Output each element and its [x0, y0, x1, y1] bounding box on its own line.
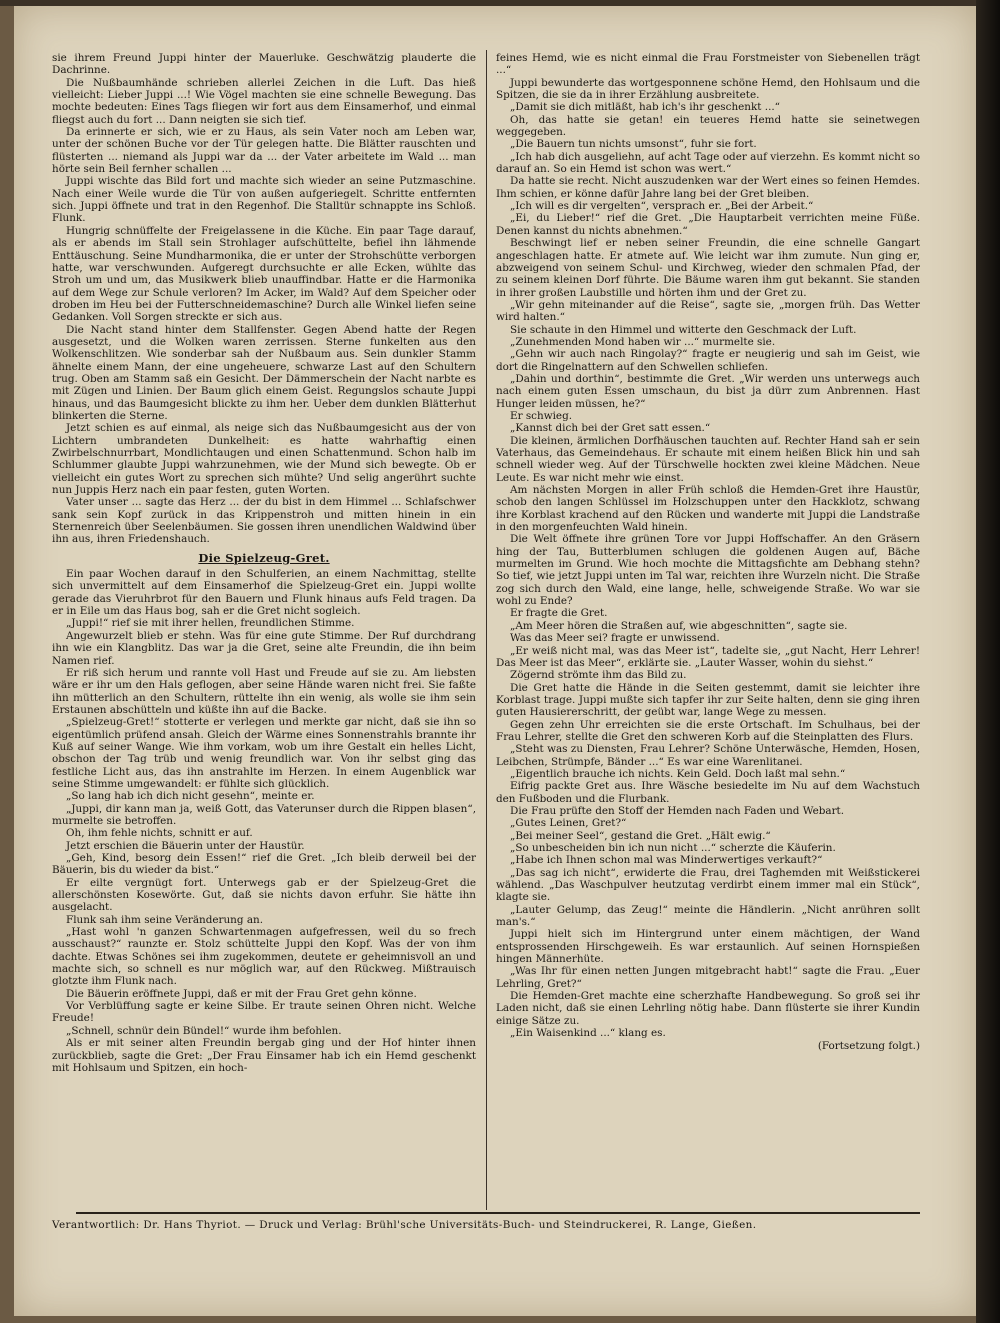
paragraph: Er fragte die Gret. [510, 607, 608, 620]
paragraph: „Was Ihr für einen netten Jungen mitgebracht habt!“ sagte die Frau. „Euer Lehrling, Gret?“ [496, 965, 920, 990]
paragraph: Die kleinen, ärmlichen Dorfhäuschen tauchten auf. Rechter Hand sah er sein Vaterhaus, das Gemeindehaus. Er schaute mit einem heißen Blick hin und sah schnell wieder weg. Auf der Türschwelle hockten zwei kleine Mädchen. Neue Leute. Es war nicht mehr wie einst. [496, 434, 920, 484]
paragraph: Sie schaute in den Himmel und witterte den Geschmack der Luft. [510, 323, 857, 336]
paragraph: „Die Bauern tun nichts umsonst“, fuhr sie fort. [510, 138, 757, 151]
paragraph: „Ich hab dich ausgeliehn, auf acht Tage oder auf vierzehn. Es kommt nicht so darauf an. So ein Hemd ist schon was wert.“ [496, 150, 920, 176]
paragraph: Die Nußbaumhände schrieben allerlei Zeichen in die Luft. Das hieß vielleicht: Lieber Juppi ...! Wie Vögel machten sie eine schnelle Bewegung. Das mochte bedeuten: Eines Tags fliegen wir fort aus dem Einsamerhof, und einmal fliegst auch du fort ... Dann neigten sie sich tief. [52, 76, 476, 126]
section-title: Die Spielzeug-Gret. [198, 550, 330, 565]
paragraph: „Wir gehn miteinander auf die Reise“, sagte sie, „morgen früh. Das Wetter wird halten.“ [496, 298, 920, 324]
paragraph: „Am Meer hören die Straßen auf, wie abgeschnitten“, sagte sie. [510, 619, 848, 632]
paragraph: „Ei, du Lieber!“ rief die Gret. „Die Hauptarbeit verrichten meine Füße. Denen kannst du nichts abnehmen.“ [496, 212, 920, 237]
paragraph: „Er weiß nicht mal, was das Meer ist“, tadelte sie, „gut Nacht, Herr Lehrer! Das Meer ist das Meer“, erklärte sie. „Lauter Wasser, wohin du siehst.“ [496, 644, 920, 669]
continuation-note: (Fortsetzung folgt.) [817, 1039, 920, 1052]
paragraph: Oh, ihm fehle nichts, schnitt er auf. [66, 827, 253, 840]
paragraph: Er riß sich herum und rannte voll Hast und Freude auf sie zu. Am liebsten wäre er ihr um den Hals geflogen, aber seine Hände waren nicht frei. Sie faßte ihn mütterlich an den Schultern, rüttelte ihn ein wenig, als wolle sie ihm sein Erstaunen abschütteln und küßte ihn auf die Backe. [52, 666, 476, 716]
paragraph: „Habe ich Ihnen schon mal was Minderwertiges verkauft?“ [510, 854, 823, 867]
paragraph: „Damit sie dich mitläßt, hab ich's ihr geschenkt ...“ [510, 101, 780, 114]
paragraph: Die Hemden-Gret machte eine scherzhafte Handbewegung. So groß sei ihr Laden nicht, daß sie einen Lehrling nötig habe. Dann flüsterte sie ihrer Kundin einige Sätze zu. [496, 990, 920, 1027]
paragraph: „Spielzeug-Gret!“ stotterte er verlegen und merkte gar nicht, daß sie ihn so eigentümlich prüfend ansah. Gleich der Wärme eines Sonnenstrahls brannte ihr Kuß auf seiner Wange. Wie ihm vorkam, wob um ihre Gestalt ein helles Licht, obschon der Tag trüb und wenig freundlich war. Von ihr selbst ging das festliche Licht aus, das ihn anstrahlte im Herzen. In einem Augenblick war seine Stimme umgewandelt: er fühlte sich glücklich. [52, 716, 476, 790]
paragraph: Ein paar Wochen darauf in den Schulferien, an einem Nachmittag, stellte sich unvermittelt auf dem Einsamerhof die Spielzeug-Gret ein. Juppi wollte gerade das Vieruhrbrot für den Bauern und Flunk hinaus aufs Feld tragen. Da er in Eile um das Haus bog, sah er die Gret nicht sogleich. [52, 568, 476, 618]
paragraph: Die Bäuerin eröffnete Juppi, daß er mit der Frau Gret gehn könne. [66, 987, 417, 1000]
right-column [496, 52, 920, 1212]
paragraph: Die Nacht stand hinter dem Stallfenster. Gegen Abend hatte der Regen ausgesetzt, und die Wolken waren zerrissen. Sterne funkelten aus den Wolkenschlitzen. Wie sonderbar sah der Nußbaum aus. Sein dunkler Stamm ähnelte einem Mann, der eine ungeheuere, schwarze Last auf den Schultern trug. Oben am Stamm saß ein Gesicht. Der Dämmerschein der Nacht narbte es mit Zügen und Linien. Der Baum glich einem Geist. Regungslos schaute Juppi hinaus, und das Baumgesicht blickte zu ihm her. Ueber dem dunklen Blätterhut blinkerten die Sterne. [52, 323, 476, 422]
paragraph: Als er mit seiner alten Freundin bergab ging und der Hof hinter ihnen zurückblieb, sagte die Gret: „Der Frau Einsamer hab ich ein Hemd geschenkt mit Hohlsaum und Spitzen, ein hoch- [52, 1037, 476, 1074]
paragraph: Zögernd strömte ihm das Bild zu. [510, 669, 687, 682]
paragraph: „So unbescheiden bin ich nun nicht ...“ scherzte die Käuferin. [510, 842, 836, 854]
paragraph: „Eigentlich brauche ich nichts. Kein Geld. Doch laßt mal sehn.“ [510, 767, 846, 780]
paragraph: Die Frau prüfte den Stoff der Hemden nach Faden und Webart. [510, 804, 845, 817]
paragraph: „So lang hab ich dich nicht gesehn“, meinte er. [66, 790, 315, 803]
paragraph: Hungrig schnüffelte der Freigelassene in die Küche. Ein paar Tage darauf, als er abends im Stall sein Strohlager aufschüttelte, befiel ihn lähmende Enttäuschung. Seine Mundharmonika, die er unter der Strohschütte verborgen hatte, war verschwunden. Aufgeregt durchsuchte er alle Ecken, wühlte das Stroh um und um, das Musikwerk blieb unauffindbar. Hatte er die Harmonika auf dem Wege zur Schule verloren? Im Acker, im Wald? Auf dem Speicher oder droben im Heu bei der Futterschneidemaschine? Durch alle Winkel liefen seine Gedanken. Voll Sorgen streckte er sich aus. [52, 224, 476, 324]
imprint-line: Verantwortlich: Dr. Hans Thyriot. — Druck und Verlag: Brühl'sche Universitäts-Buch- und Steindruckerei, R. Lange, Gießen. [52, 1219, 757, 1231]
paragraph: feines Hemd, wie es nicht einmal die Frau Forstmeister von Siebenellen trägt ...“ [496, 52, 920, 77]
left-column [52, 52, 476, 1202]
book-binding [976, 0, 1000, 1323]
paragraph: „Kannst dich bei der Gret satt essen.“ [510, 422, 711, 435]
paragraph: Beschwingt lief er neben seiner Freundin, die eine schnelle Gangart angeschlagen hatte. Er atmete auf. Wie leicht war ihm zumute. Nun ging er, abzweigend von seinem Schul- und Kirchweg, wieder den schmalen Pfad, der zu seinem kleinen Dorf führte. Die Bäume waren ihm gut bekannt. Sie standen in ihrer großen Laubstille und hörten ihm und der Gret zu. [496, 237, 920, 299]
paragraph: Vater unser ... sagte das Herz ... der du bist in dem Himmel ... Schlafschwer sank sein Kopf zurück in das Krippenstroh und mitten hinein in ein Sternenreich über Seelenbäumen. Sie gossen ihren unendlichen Waldwind über ihn aus, ihren Friedenshauch. [52, 496, 476, 546]
paragraph: „Juppi!“ rief sie mit ihrer hellen, freundlichen Stimme. [66, 617, 355, 630]
paragraph: Am nächsten Morgen in aller Früh schloß die Hemden-Gret ihre Haustür, schob den langen Schlüssel im Holzschuppen unter den Hackklotz, schwang ihre Korblast krachend auf den Rücken und wanderte mit Juppi die Landstraße in den morgenfeuchten Wald hinein. [496, 484, 920, 534]
paragraph: „Juppi, dir kann man ja, weiß Gott, das Vaterunser durch die Rippen blasen“, murmelte sie betroffen. [52, 802, 476, 827]
paragraph: Juppi hielt sich im Hintergrund unter einem mächtigen, der Wand entsprossenden Hirschgeweih. Es war erstaunlich. Auf seinen Hornspießen hingen Männerhüte. [496, 928, 920, 966]
paragraph: Jetzt schien es auf einmal, als neige sich das Nußbaumgesicht aus der von Lichtern umbrandeten Dunkelheit: es hatte wahrhaftig einen Zwirbelschnurrbart, Mondlichtaugen und einen Schattenmund. Schon halb im Schlummer glaubte Juppi wahrzunehmen, wie der Mund sich bewegte. Ob er vielleicht ein gutes Wort zu sprechen sich mühte? Und selig angerührt suchte nun Juppis Herz nach ein paar festen, guten Worten. [52, 422, 476, 497]
paragraph: Flunk sah ihm seine Veränderung an. [66, 913, 264, 926]
paragraph: Er eilte vergnügt fort. Unterwegs gab er der Spielzeug-Gret die allerschönsten Kosewörte. Gut, daß sie nichts davon erfuhr. Sie hätte ihn ausgelacht. [52, 876, 476, 914]
paragraph: „Gutes Leinen, Gret?“ [510, 817, 627, 830]
paragraph: Was das Meer sei? fragte er unwissend. [510, 632, 720, 645]
paragraph: Eifrig packte Gret aus. Ihre Wäsche besiedelte im Nu auf dem Wachstuch den Fußboden und die Flurbank. [496, 780, 920, 805]
paragraph: Oh, das hatte sie getan! ein teueres Hemd hatte sie seinetwegen weggegeben. [496, 113, 920, 139]
paragraph: Vor Verblüffung sagte er keine Silbe. Er traute seinen Ohren nicht. Welche Freude! [52, 1000, 476, 1025]
paragraph: Jetzt erschien die Bäuerin unter der Haustür. [66, 839, 305, 852]
paragraph: „Steht was zu Diensten, Frau Lehrer? Schöne Unterwäsche, Hemden, Hosen, Leibchen, Strümpfe, Bänder ...“ Es war eine Warenlitanei. [496, 743, 920, 768]
paragraph: Er schwieg. [510, 409, 573, 422]
paragraph: Die Welt öffnete ihre grünen Tore vor Juppi Hoffschaffer. An den Gräsern hing der Tau, Butterblumen schlugen die goldenen Augen auf, Bäche murmelten im Grund. Wie hoch mochte die Mittagsfichte am Debhang stehn? So tief, wie jetzt Juppi unten im Tal war, reichten ihre Wurzeln nicht. Die Straße zog sich durch den Wald, eine lange, helle, schweigende Straße. Wo war sie wohl zu Ende? [496, 533, 920, 608]
paragraph: Die Gret hatte die Hände in die Seiten gestemmt, damit sie leichter ihre Korblast trage. Juppi mußte sich tapfer ihr zur Seite halten, denn sie ging ihren guten Hausiererschritt, der geübt war, lange Wege zu messen. [496, 681, 920, 719]
footer-rule [76, 1212, 920, 1214]
column-divider [486, 50, 487, 1210]
paragraph: Angewurzelt blieb er stehn. Was für eine gute Stimme. Der Ruf durchdrang ihn wie ein Klangblitz. Das war ja die Gret, seine alte Freundin, die ihn beim Namen rief. [52, 629, 476, 667]
paragraph: Gegen zehn Uhr erreichten sie die erste Ortschaft. Im Schulhaus, bei der Frau Lehrer, stellte die Gret den schweren Korb auf die Steinplatten des Flurs. [496, 718, 920, 743]
paragraph: „Das sag ich nicht“, erwiderte die Frau, drei Taghemden mit Weißstickerei wählend. „Das Waschpulver heutzutag verdirbt einem immer mal ein Stück“, klagte sie. [496, 866, 920, 904]
paragraph: Juppi wischte das Bild fort und machte sich wieder an seine Putzmaschine. Nach einer Weile wurde die Tür von außen aufgeriegelt. Schritte entfernten sich. Juppi öffnete und trat in den Regenhof. Die Stalltür schnappte ins Schloß. Flunk. [52, 175, 476, 225]
paragraph: „Bei meiner Seel“, gestand die Gret. „Hält ewig.“ [510, 829, 771, 842]
paragraph: sie ihrem Freund Juppi hinter der Mauerluke. Geschwätzig plauderte die Dachrinne. [52, 52, 476, 77]
paragraph: Da erinnerte er sich, wie er zu Haus, als sein Vater noch am Leben war, unter der schönen Buche vor der Tür gelegen hatte. Die Blätter rauschten und flüsterten ... niemand als Juppi war da ... der Vater arbeitete im Wald ... man hörte sein Beil fernher schallen ... [52, 126, 476, 176]
paragraph: „Gehn wir auch nach Ringolay?“ fragte er neugierig und sah im Geist, wie dort die Ringelnattern auf den Schwellen schliefen. [496, 348, 920, 373]
paragraph: „Dahin und dorthin“, bestimmte die Gret. „Wir werden uns unterwegs auch nach einem guten Essen umschaun, du bist ja dürr zum Anbrennen. Hast Hunger leiden müssen, he?“ [496, 372, 920, 410]
paragraph: Da hatte sie recht. Nicht auszudenken war der Wert eines so feinen Hemdes. Ihm schien, er könne dafür Jahre lang bei der Gret bleiben. [496, 175, 920, 200]
paragraph: Juppi bewunderte das wortgesponnene schöne Hemd, den Hohlsaum und die Spitzen, die sie da in ihrer Erzählung ausbreitete. [496, 76, 920, 102]
paragraph: „Lauter Gelump, das Zeug!“ meinte die Händlerin. „Nicht anrühren sollt man's.“ [496, 903, 920, 929]
paragraph: „Schnell, schnür dein Bündel!“ wurde ihm befohlen. [66, 1024, 342, 1037]
paragraph: „Hast wohl 'n ganzen Schwartenmagen aufgefressen, weil du so frech ausschaust?“ raunzte er. Stolz schüttelte Juppi den Kopf. Was der von ihm dachte. Etwas Schönes sei ihm zugekommen, deutete er geheimnisvoll an und machte sich, so schnell es nur möglich war, auf den Rückweg. Mißtrauisch glotzte ihm Flunk nach. [52, 926, 476, 988]
paragraph: „Geh, Kind, besorg dein Essen!“ rief die Gret. „Ich bleib derweil bei der Bäuerin, bis du wieder da bist.“ [52, 852, 476, 877]
paragraph: „Zunehmenden Mond haben wir ...“ murmelte sie. [510, 335, 776, 348]
paragraph: „Ein Waisenkind ...“ klang es. [510, 1027, 666, 1040]
paragraph: „Ich will es dir vergelten“, versprach er. „Bei der Arbeit.“ [510, 200, 814, 213]
